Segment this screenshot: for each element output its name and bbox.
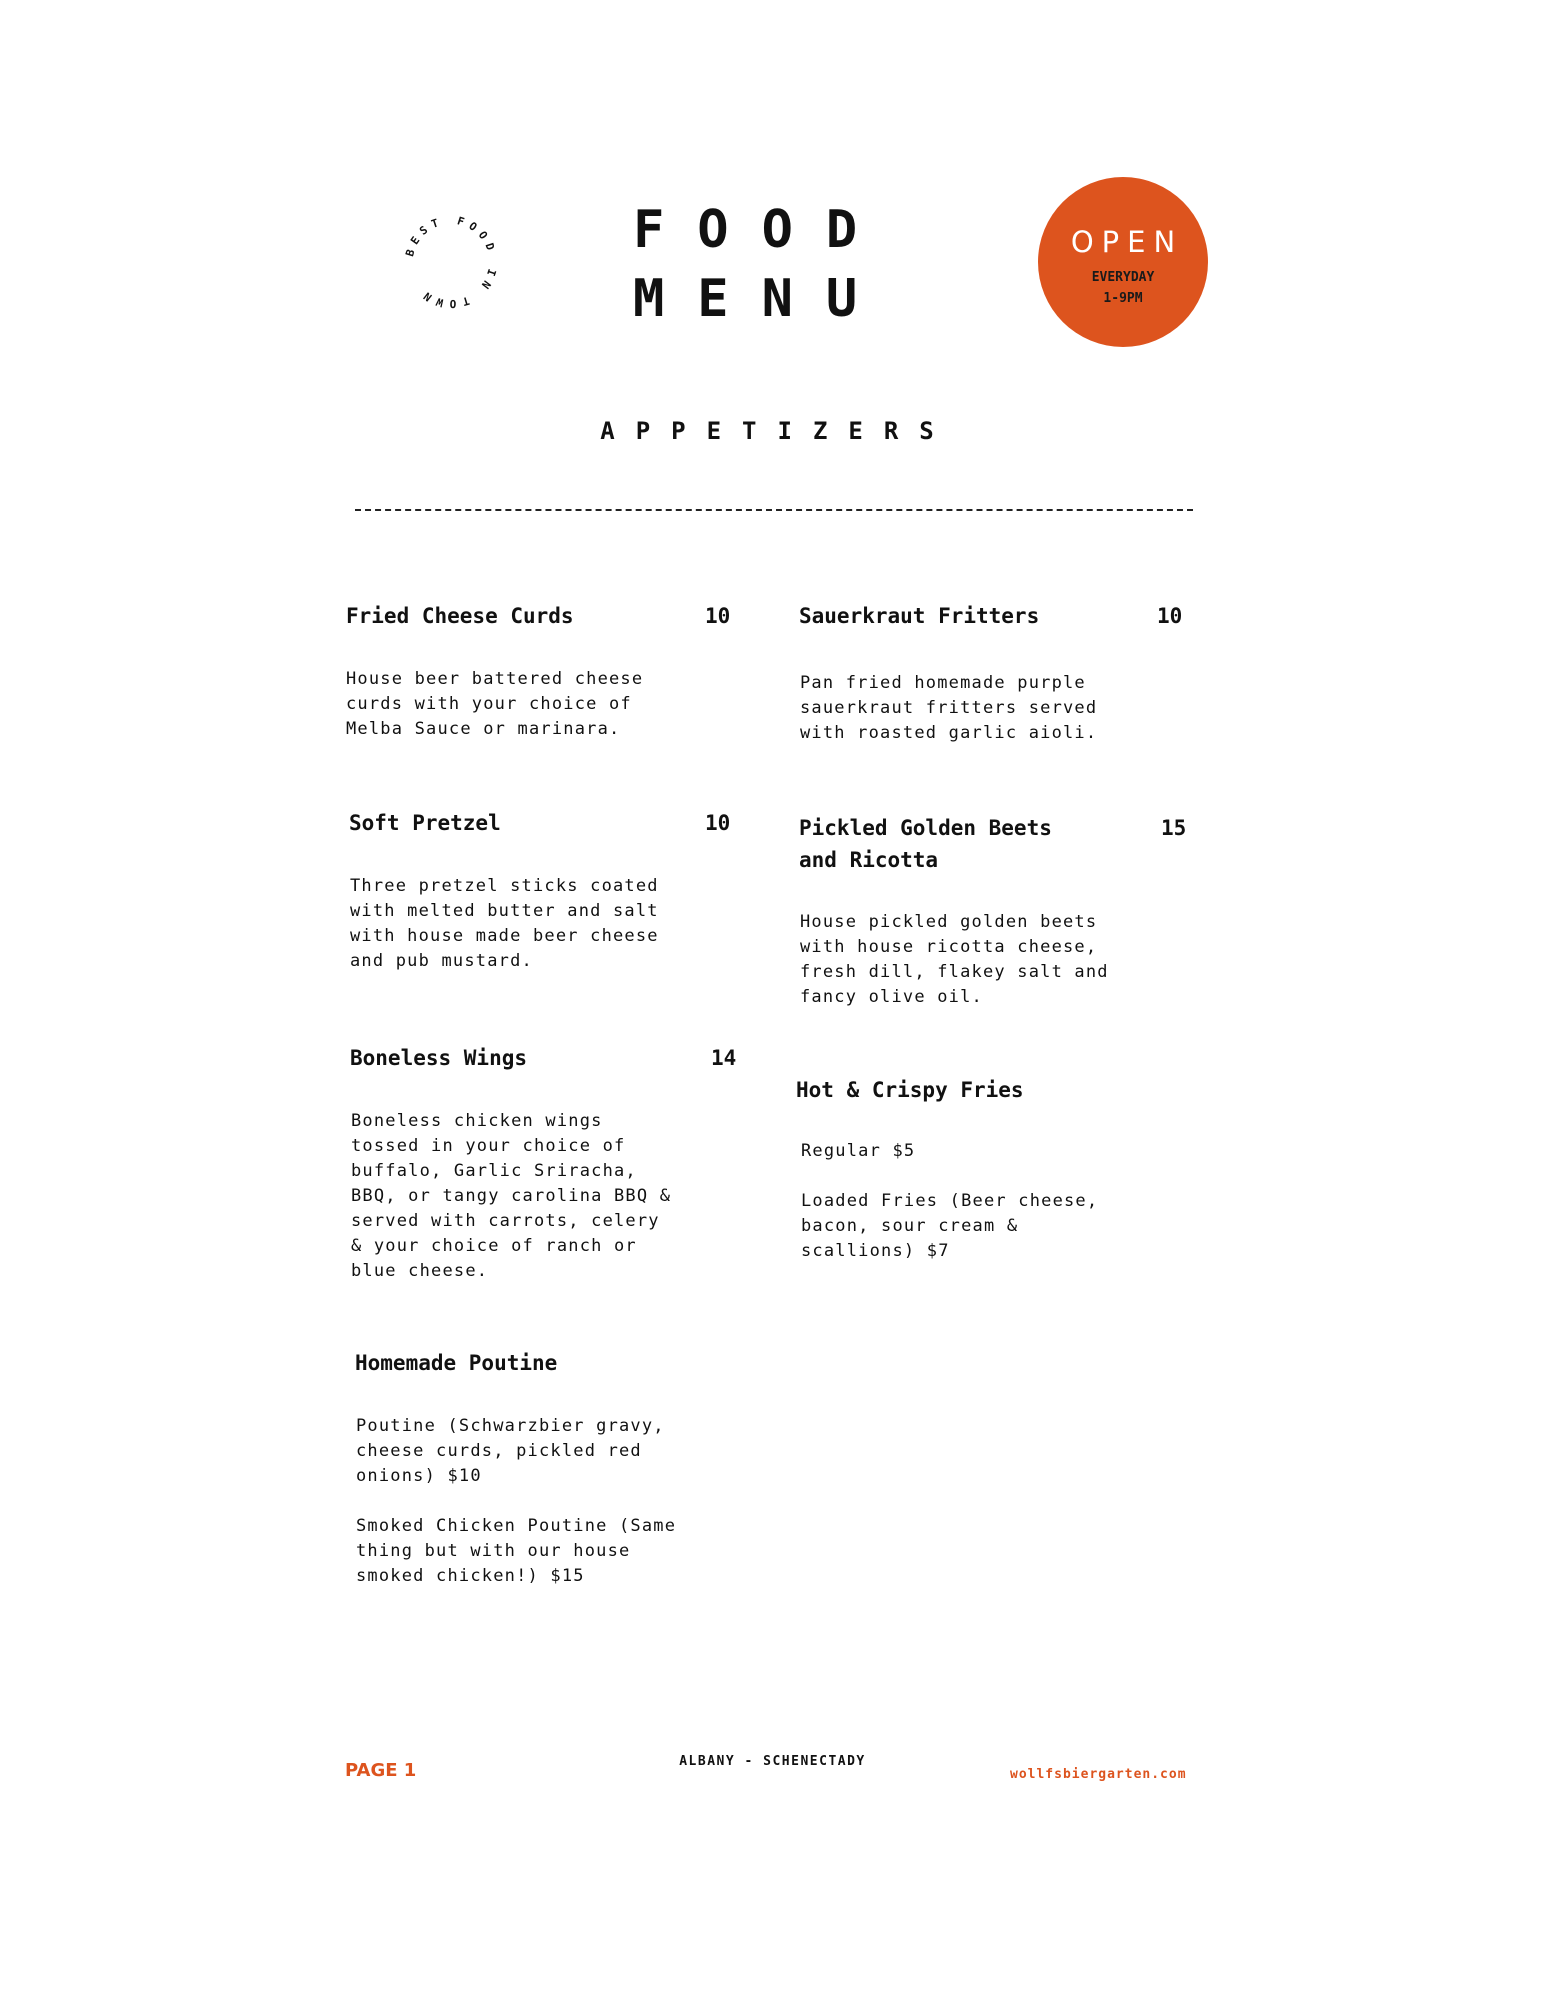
item-price: 14 <box>711 1046 737 1070</box>
item-name: Homemade Poutine <box>355 1351 558 1375</box>
page-number: PAGE 1 <box>345 1760 417 1781</box>
open-hours-circle <box>1038 177 1208 347</box>
item-name: Sauerkraut Fritters <box>799 604 1040 628</box>
item-description: House beer battered cheese curds with your choice of Melba Sauce or marinara. <box>346 669 644 739</box>
open-label: OPEN <box>1070 225 1184 259</box>
item-name: Soft Pretzel <box>349 811 501 835</box>
item-price: 10 <box>1157 604 1183 628</box>
open-days: EVERYDAY <box>1091 270 1155 285</box>
dashed-divider <box>355 509 1193 511</box>
item-description: Regular $5 Loaded Fries (Beer cheese, bacon, sour cream & scallions) $7 <box>801 1141 1099 1261</box>
best-food-in-town-badge <box>393 204 509 320</box>
locations: ALBANY - SCHENECTADY <box>679 1754 866 1769</box>
menu-title-line-1: FOOD <box>633 200 891 260</box>
item-price: 10 <box>705 811 731 835</box>
item-description: Pan fried homemade purple sauerkraut fritters served with roasted garlic aioli. <box>800 673 1098 743</box>
item-description: Boneless chicken wings tossed in your choice of buffalo, Garlic Sriracha, BBQ, or tangy carolina BBQ & served with carrots, celery & your choice of ranch or blue cheese. <box>351 1111 672 1281</box>
menu-title-line-2: MENU <box>633 269 891 329</box>
section-heading: APPETIZERS <box>600 417 955 445</box>
item-description: Poutine (Schwarzbier gravy, cheese curds, pickled red onions) $10 Smoked Chicken Poutine (Same thing but with our house smoked chicken!) $15 <box>356 1416 677 1586</box>
badge-text: BEST FOOD IN TOWN <box>403 213 500 311</box>
item-name: Boneless Wings <box>350 1046 528 1070</box>
item-name: Pickled Golden Beets and Ricotta <box>799 816 1052 872</box>
item-name: Hot & Crispy Fries <box>796 1078 1024 1102</box>
item-name: Fried Cheese Curds <box>346 604 574 628</box>
item-description: House pickled golden beets with house ricotta cheese, fresh dill, flakey salt and fancy olive oil. <box>800 912 1109 1007</box>
item-description: Three pretzel sticks coated with melted butter and salt with house made beer cheese and pub mustard. <box>350 876 659 971</box>
website-link[interactable]: wollfsbiergarten.com <box>1010 1767 1187 1782</box>
item-price: 10 <box>705 604 731 628</box>
open-hours: 1-9PM <box>1103 291 1143 306</box>
item-price: 15 <box>1161 816 1187 840</box>
